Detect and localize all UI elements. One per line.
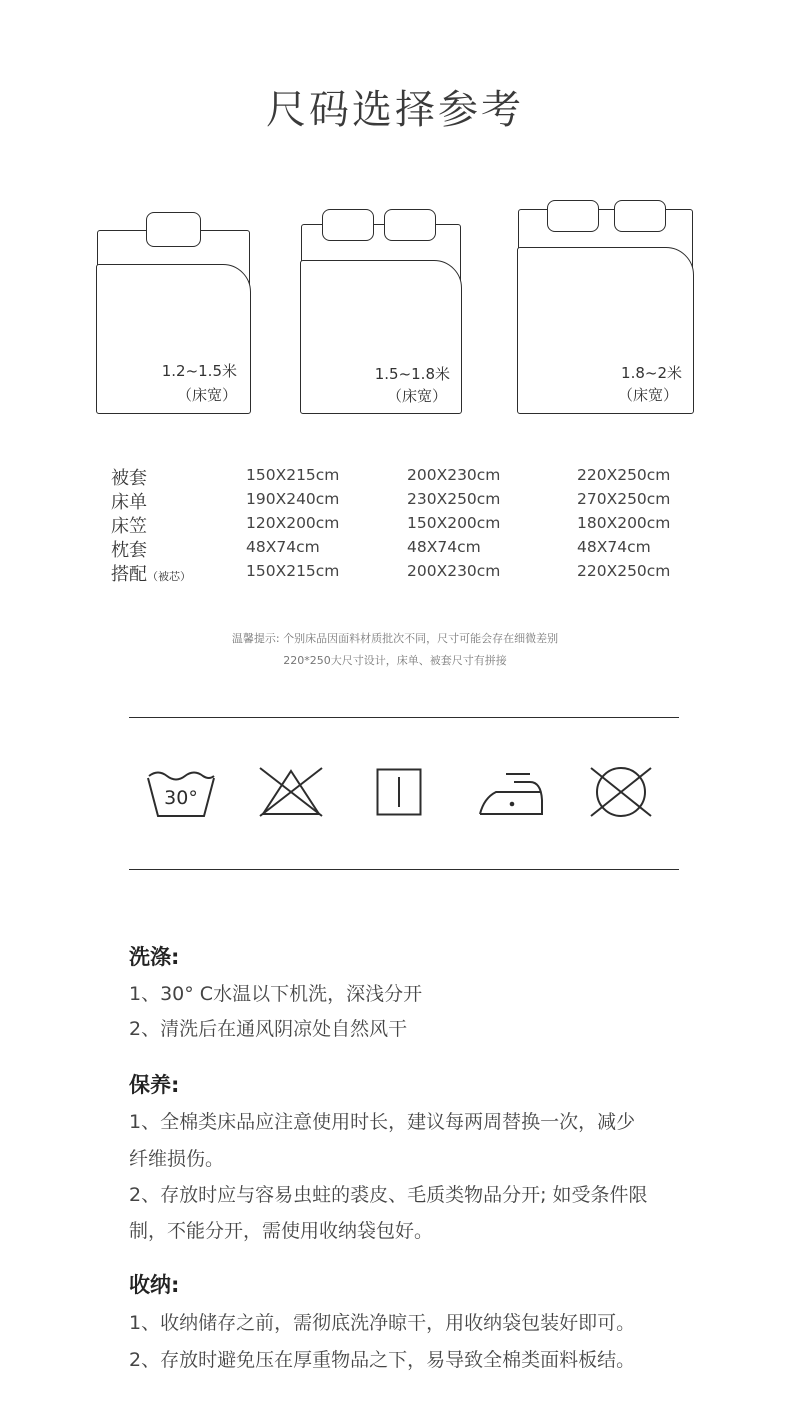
table-row	[111, 512, 711, 536]
page-title: 尺码选择参考	[266, 87, 524, 133]
table-cell: 48X74cm	[577, 538, 651, 556]
table-row	[111, 464, 711, 488]
table-cell: 150X215cm	[246, 466, 340, 484]
line-dry-icon	[376, 768, 422, 816]
bed-size-label: 1.5~1.8米	[374, 365, 450, 383]
table-cell: 48X74cm	[246, 538, 320, 556]
bed-width-note: （床宽）	[386, 387, 447, 405]
row-label: 枕套	[111, 540, 147, 561]
table-cell: 120X200cm	[246, 514, 340, 532]
bed-width-note: （床宽）	[617, 386, 678, 404]
row-label: 床单	[111, 492, 147, 513]
maintain-line: 制，不能分开，需使用收纳袋包好。	[129, 1220, 434, 1242]
wash-line: 2、清洗后在通风阴凉处自然风干	[129, 1018, 408, 1040]
bed-width-note: （床宽）	[176, 386, 237, 404]
row-label: 床笠	[111, 516, 147, 537]
row-label: 被套	[111, 468, 147, 489]
pillow	[322, 209, 374, 241]
maintain-line: 纤维损伤。	[129, 1148, 225, 1170]
table-cell: 230X250cm	[407, 490, 501, 508]
table-cell: 200X230cm	[407, 466, 501, 484]
table-row	[111, 488, 711, 512]
table-row	[111, 536, 711, 560]
section-heading-maintain: 保养:	[129, 1073, 180, 1097]
no-bleach-icon	[258, 766, 324, 818]
table-cell: 150X215cm	[246, 562, 340, 580]
table-cell: 180X200cm	[577, 514, 671, 532]
wash-30-icon	[145, 768, 217, 820]
pillow	[614, 200, 666, 232]
maintain-line: 1、全棉类床品应注意使用时长，建议每两周替换一次，减少	[129, 1111, 636, 1133]
row-label	[111, 560, 191, 586]
table-cell: 200X230cm	[407, 562, 501, 580]
row-label-main: 搭配	[111, 564, 147, 585]
table-cell: 190X240cm	[246, 490, 340, 508]
pillow	[384, 209, 436, 241]
tip-line-1: 温馨提示: 个别床品因面料材质批次不同，尺寸可能会存在细微差别	[231, 632, 559, 645]
divider-top	[129, 717, 679, 718]
bed-size-label: 1.2~1.5米	[161, 362, 237, 380]
table-row	[111, 560, 711, 584]
section-heading-storage: 收纳:	[129, 1273, 180, 1297]
table-cell: 270X250cm	[577, 490, 671, 508]
maintain-line: 2、存放时应与容易虫蛀的裘皮、毛质类物品分开; 如受条件限	[129, 1184, 648, 1206]
section-heading-wash: 洗涤:	[129, 945, 180, 969]
table-cell: 220X250cm	[577, 562, 671, 580]
wash-line: 1、30° C水温以下机洗，深浅分开	[129, 983, 423, 1005]
table-cell: 48X74cm	[407, 538, 481, 556]
storage-line: 2、存放时避免压在厚重物品之下，易导致全棉类面料板结。	[129, 1349, 636, 1371]
tip-line-2: 220*250大尺寸设计，床单、被套尺寸有拼接	[283, 654, 507, 667]
bed-size-label: 1.8~2米	[621, 364, 682, 382]
row-label-note: （被芯）	[147, 570, 191, 583]
table-cell: 220X250cm	[577, 466, 671, 484]
no-dry-clean-icon	[587, 764, 655, 820]
pillow	[547, 200, 599, 232]
divider-bottom	[129, 869, 679, 870]
storage-line: 1、收纳储存之前，需彻底洗净晾干，用收纳袋包装好即可。	[129, 1312, 636, 1334]
iron-low-icon	[478, 770, 546, 816]
pillow	[146, 212, 201, 247]
wash-temperature: 30°	[164, 787, 198, 809]
table-cell: 150X200cm	[407, 514, 501, 532]
